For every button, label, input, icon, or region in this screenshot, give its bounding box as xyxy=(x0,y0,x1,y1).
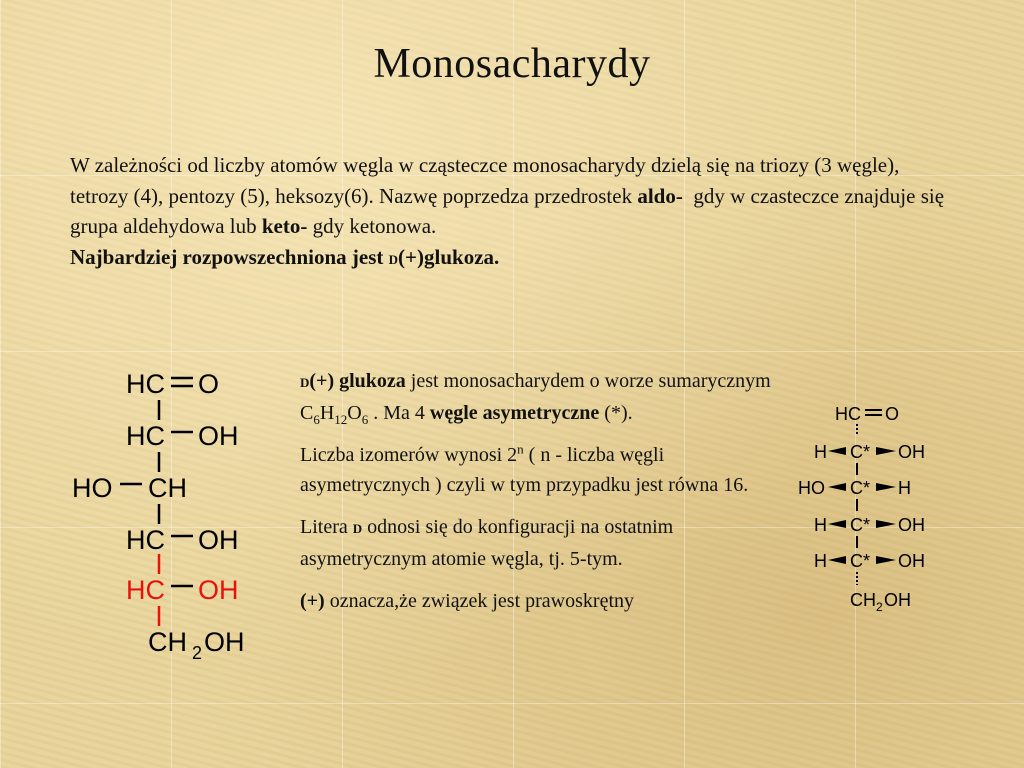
description-p1 xyxy=(300,366,795,428)
right-row3-left: H xyxy=(814,515,827,535)
desc-asym: węgle asymetryczne xyxy=(429,402,600,424)
glucose-structure-left-svg xyxy=(60,362,280,672)
left-row5-right: OH xyxy=(198,575,239,605)
description-block xyxy=(300,366,795,628)
description-p3 xyxy=(300,512,795,574)
right-row1-wedge-right xyxy=(876,447,896,455)
left-row4-right: OH xyxy=(198,525,239,555)
intro-aldo: aldo- xyxy=(637,183,683,208)
intro-text-1: W zależności od liczby atomów węgla w cząsteczce monosacharydy dzielą się na triozy (3 węgle), tetrozy (4), pentozy (5), heksozy(6). Nazwę poprzedza przedrostek xyxy=(70,153,900,208)
formula-c-sub: 6 xyxy=(313,412,320,427)
formula-h: H xyxy=(319,402,335,424)
desc-p4-text: oznacza,że związek jest prawoskrętny xyxy=(324,590,634,612)
desc-d-letter: D xyxy=(300,375,310,390)
desc-p2-sup: n xyxy=(517,441,524,457)
desc-p2-b: ( n - liczba węgli asymetrycznych ) czyli w tym przypadku jest równa 16. xyxy=(300,444,749,496)
desc-p2-a: Liczba izomerów wynosi 2 xyxy=(300,444,518,466)
right-row2-left: HO xyxy=(798,478,825,498)
right-row2-wedge-right xyxy=(876,483,896,491)
right-bottom-ch: CH xyxy=(850,590,876,610)
glucose-structure-left xyxy=(60,362,280,672)
right-row1-right: OH xyxy=(898,442,925,462)
right-row3-center: C* xyxy=(850,515,871,535)
intro-d-letter: D xyxy=(388,251,399,267)
formula-o-sub: 6 xyxy=(361,412,369,427)
glucose-structure-right-svg xyxy=(790,396,950,616)
right-row1-wedge-left xyxy=(828,447,846,455)
right-row1-center: C* xyxy=(850,442,871,462)
right-bottom-sub: 2 xyxy=(876,600,883,614)
right-row2-center: C* xyxy=(850,478,871,498)
right-top-hc: HC xyxy=(835,404,861,424)
desc-p3-a: Litera xyxy=(300,516,353,538)
left-row3-center: CH xyxy=(148,473,187,503)
desc-p3-b: odnosi się do konfiguracji na ostatnim asymetrycznym atomie węgla, tj. 5-tym. xyxy=(300,516,674,570)
right-top-o: O xyxy=(885,404,900,424)
slide-title: Monosacharydy xyxy=(373,41,651,87)
right-row4-right: OH xyxy=(898,551,925,571)
intro-text-3: gdy ketonowa. xyxy=(307,214,437,238)
right-row1-left: H xyxy=(814,442,827,462)
glucose-structure-right xyxy=(790,396,950,616)
description-p4 xyxy=(300,586,795,616)
intro-bold-tail: (+)glukoza. xyxy=(398,244,500,269)
right-row3-wedge-right xyxy=(876,520,896,528)
intro-bold-lead: Najbardziej rozpowszechniona jest xyxy=(70,244,389,269)
left-row3-left: HO xyxy=(72,473,113,503)
description-p2 xyxy=(300,440,795,500)
desc-text-2: . Ma 4 xyxy=(368,402,430,424)
right-row2-wedge-left xyxy=(828,483,846,491)
right-row4-center: C* xyxy=(850,551,871,571)
left-row1-right: O xyxy=(198,369,220,399)
right-row4-wedge-right xyxy=(876,556,896,564)
desc-glucose: (+) glukoza xyxy=(309,370,406,392)
right-row3-right: OH xyxy=(898,515,925,535)
left-row1-center: HC xyxy=(126,369,165,399)
left-row6-right: OH xyxy=(204,627,245,657)
right-bottom-oh: OH xyxy=(884,590,911,610)
intro-paragraph xyxy=(70,150,950,275)
right-row4-left: H xyxy=(814,551,827,571)
left-row4-center: HC xyxy=(126,525,165,555)
left-row2-center: HC xyxy=(126,421,165,451)
desc-p3-d: D xyxy=(352,521,363,536)
left-row6-sub: 2 xyxy=(192,643,203,663)
left-row5-center: HC xyxy=(126,575,165,605)
right-row3-wedge-left xyxy=(828,520,846,528)
left-row2-right: OH xyxy=(198,421,239,451)
formula-o: O xyxy=(347,402,362,424)
intro-text-2: gdy w czasteczce znajduje się grupa aldehydowa lub xyxy=(70,183,950,238)
intro-keto: keto- xyxy=(261,214,308,238)
formula-h-sub: 12 xyxy=(334,412,348,427)
left-row6-center: CH xyxy=(148,627,187,657)
desc-p4-bold: (+) xyxy=(300,590,325,612)
desc-text-1: jest monosacharydem o worze sumarycznym C xyxy=(300,370,771,424)
right-row2-right: H xyxy=(898,478,911,498)
right-row4-wedge-left xyxy=(828,556,846,564)
desc-text-3: (*). xyxy=(599,402,633,424)
